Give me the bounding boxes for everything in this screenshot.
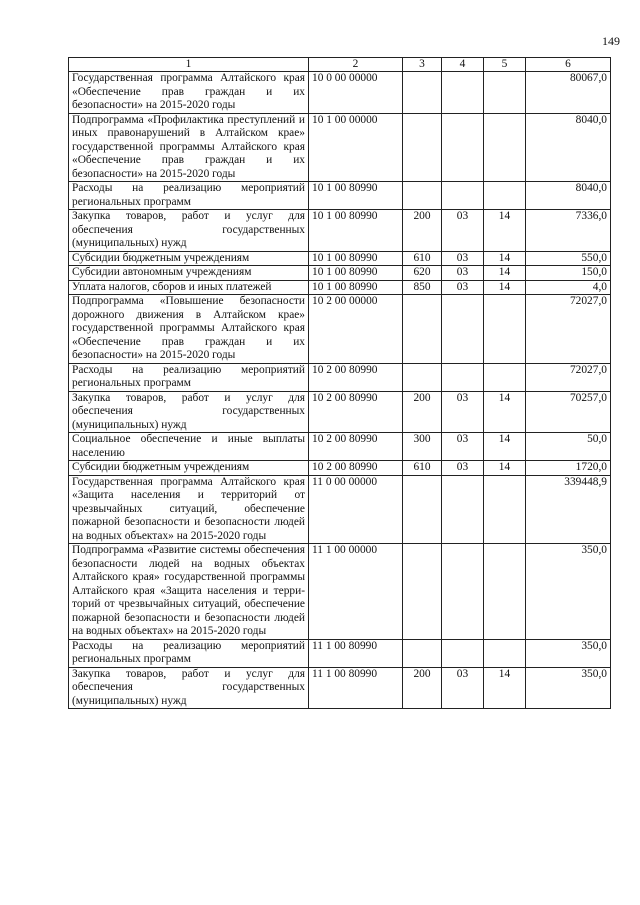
row-col-3 (403, 295, 442, 364)
row-col-3 (403, 475, 442, 544)
table-row (69, 72, 611, 114)
row-col-5 (484, 182, 526, 210)
row-name: Закупка товаров, работ и услуг для обеспечения государственных (муниципальных) нужд (69, 391, 309, 433)
table-row (69, 266, 611, 281)
row-name: Государственная программа Алтайского края «Защита населения и территорий от чрезвычайных ситуаций, обеспечение пожарной безопасности и безопасности людей на водных объектах» на 2015-2020 годы (69, 475, 309, 544)
row-col-4: 03 (442, 266, 484, 281)
row-code: 10 1 00 80990 (309, 210, 403, 252)
row-col-4: 03 (442, 210, 484, 252)
table-row (69, 295, 611, 364)
header-col-6: 6 (526, 58, 611, 72)
row-col-4: 03 (442, 433, 484, 461)
row-col-3: 610 (403, 461, 442, 476)
row-sum: 1720,0 (526, 461, 611, 476)
row-col-4 (442, 72, 484, 114)
table-row (69, 113, 611, 182)
row-sum: 70257,0 (526, 391, 611, 433)
budget-table (68, 57, 611, 709)
table-row (69, 280, 611, 295)
row-col-4 (442, 113, 484, 182)
row-sum: 8040,0 (526, 113, 611, 182)
table-row (69, 639, 611, 667)
row-name: Подпрограмма «Профилактика преступлений и иных правонарушений в Алтайском крае» государственной программы Алтайского края «Обеспечение прав граждан и их безопасности» на 2015-2020 годы (69, 113, 309, 182)
row-col-3: 200 (403, 210, 442, 252)
header-col-2: 2 (309, 58, 403, 72)
row-col-5: 14 (484, 391, 526, 433)
row-col-3 (403, 72, 442, 114)
header-col-3: 3 (403, 58, 442, 72)
header-col-1: 1 (69, 58, 309, 72)
row-col-5: 14 (484, 266, 526, 281)
header-col-4: 4 (442, 58, 484, 72)
row-col-3: 620 (403, 266, 442, 281)
row-col-4 (442, 639, 484, 667)
row-col-3 (403, 544, 442, 640)
row-col-4: 03 (442, 461, 484, 476)
row-col-5 (484, 544, 526, 640)
row-col-4 (442, 295, 484, 364)
row-code: 10 1 00 00000 (309, 113, 403, 182)
table-row (69, 210, 611, 252)
row-sum: 550,0 (526, 251, 611, 266)
row-name: Закупка товаров, работ и услуг для обеспечения государственных (муниципальных) нужд (69, 210, 309, 252)
row-col-5 (484, 475, 526, 544)
row-code: 11 0 00 00000 (309, 475, 403, 544)
row-name: Расходы на реализацию мероприятий региональных программ (69, 363, 309, 391)
row-code: 10 2 00 80990 (309, 391, 403, 433)
row-col-4: 03 (442, 251, 484, 266)
row-code: 10 2 00 00000 (309, 295, 403, 364)
row-name: Подпрограмма «Развитие системы обеспечения безопасности людей на водных объектах Алтайского края» государственной программы Алтайского края «Защита населения и территорий от чрезвычайных ситуаций, обеспечение пожарной безопасности и безопасности людей на водных объектах» на 2015-2020 годы (69, 544, 309, 640)
row-col-4: 03 (442, 667, 484, 709)
row-col-3: 850 (403, 280, 442, 295)
row-col-5: 14 (484, 280, 526, 295)
row-col-4 (442, 182, 484, 210)
page-number: 149 (602, 34, 620, 48)
row-col-5 (484, 639, 526, 667)
table-row (69, 363, 611, 391)
row-name: Уплата налогов, сборов и иных платежей (69, 280, 309, 295)
row-col-5: 14 (484, 667, 526, 709)
row-name: Субсидии бюджетным учреждениям (69, 251, 309, 266)
table-row (69, 182, 611, 210)
row-sum: 350,0 (526, 544, 611, 640)
row-col-3 (403, 182, 442, 210)
row-col-3 (403, 113, 442, 182)
table-row (69, 251, 611, 266)
table-row (69, 461, 611, 476)
row-col-5 (484, 113, 526, 182)
row-code: 10 2 00 80990 (309, 363, 403, 391)
row-col-4 (442, 475, 484, 544)
row-col-5 (484, 363, 526, 391)
row-code: 11 1 00 80990 (309, 639, 403, 667)
row-sum: 80067,0 (526, 72, 611, 114)
row-sum: 150,0 (526, 266, 611, 281)
row-code: 11 1 00 80990 (309, 667, 403, 709)
row-name: Подпрограмма «Повышение безопасности дорожного движения в Алтайском крае» государственной программы Алтайского края «Обеспечение прав граждан и их безопасности» на 2015-2020 годы (69, 295, 309, 364)
row-code: 10 2 00 80990 (309, 433, 403, 461)
table-row (69, 433, 611, 461)
row-col-5: 14 (484, 251, 526, 266)
row-code: 11 1 00 00000 (309, 544, 403, 640)
row-col-4: 03 (442, 391, 484, 433)
row-code: 10 1 00 80990 (309, 182, 403, 210)
row-col-3 (403, 639, 442, 667)
row-sum: 350,0 (526, 667, 611, 709)
row-sum: 50,0 (526, 433, 611, 461)
header-col-5: 5 (484, 58, 526, 72)
table-row (69, 391, 611, 433)
table-row (69, 475, 611, 544)
row-code: 10 1 00 80990 (309, 251, 403, 266)
row-sum: 8040,0 (526, 182, 611, 210)
row-code: 10 1 00 80990 (309, 266, 403, 281)
row-name: Социальное обеспечение и иные выплаты населению (69, 433, 309, 461)
row-sum: 339448,9 (526, 475, 611, 544)
row-col-3: 610 (403, 251, 442, 266)
row-name: Расходы на реализацию мероприятий региональных программ (69, 639, 309, 667)
row-name: Субсидии бюджетным учреждениям (69, 461, 309, 476)
table-row (69, 544, 611, 640)
row-col-5: 14 (484, 210, 526, 252)
table-row (69, 667, 611, 709)
row-col-5: 14 (484, 461, 526, 476)
row-sum: 7336,0 (526, 210, 611, 252)
table-header-row (69, 58, 611, 72)
row-sum: 72027,0 (526, 295, 611, 364)
row-col-3: 200 (403, 667, 442, 709)
row-code: 10 0 00 00000 (309, 72, 403, 114)
row-sum: 4,0 (526, 280, 611, 295)
row-col-3: 200 (403, 391, 442, 433)
row-name: Расходы на реализацию мероприятий региональных программ (69, 182, 309, 210)
row-col-3 (403, 363, 442, 391)
row-col-5 (484, 72, 526, 114)
row-col-3: 300 (403, 433, 442, 461)
row-name: Субсидии автономным учреждениям (69, 266, 309, 281)
row-sum: 350,0 (526, 639, 611, 667)
row-code: 10 2 00 80990 (309, 461, 403, 476)
row-code: 10 1 00 80990 (309, 280, 403, 295)
row-col-5 (484, 295, 526, 364)
row-sum: 72027,0 (526, 363, 611, 391)
row-col-4: 03 (442, 280, 484, 295)
row-name: Государственная программа Алтайского края «Обеспечение прав граждан и их безопасности» на 2015-2020 годы (69, 72, 309, 114)
row-name: Закупка товаров, работ и услуг для обеспечения государственных (муниципальных) нужд (69, 667, 309, 709)
row-col-4 (442, 363, 484, 391)
row-col-5: 14 (484, 433, 526, 461)
row-col-4 (442, 544, 484, 640)
